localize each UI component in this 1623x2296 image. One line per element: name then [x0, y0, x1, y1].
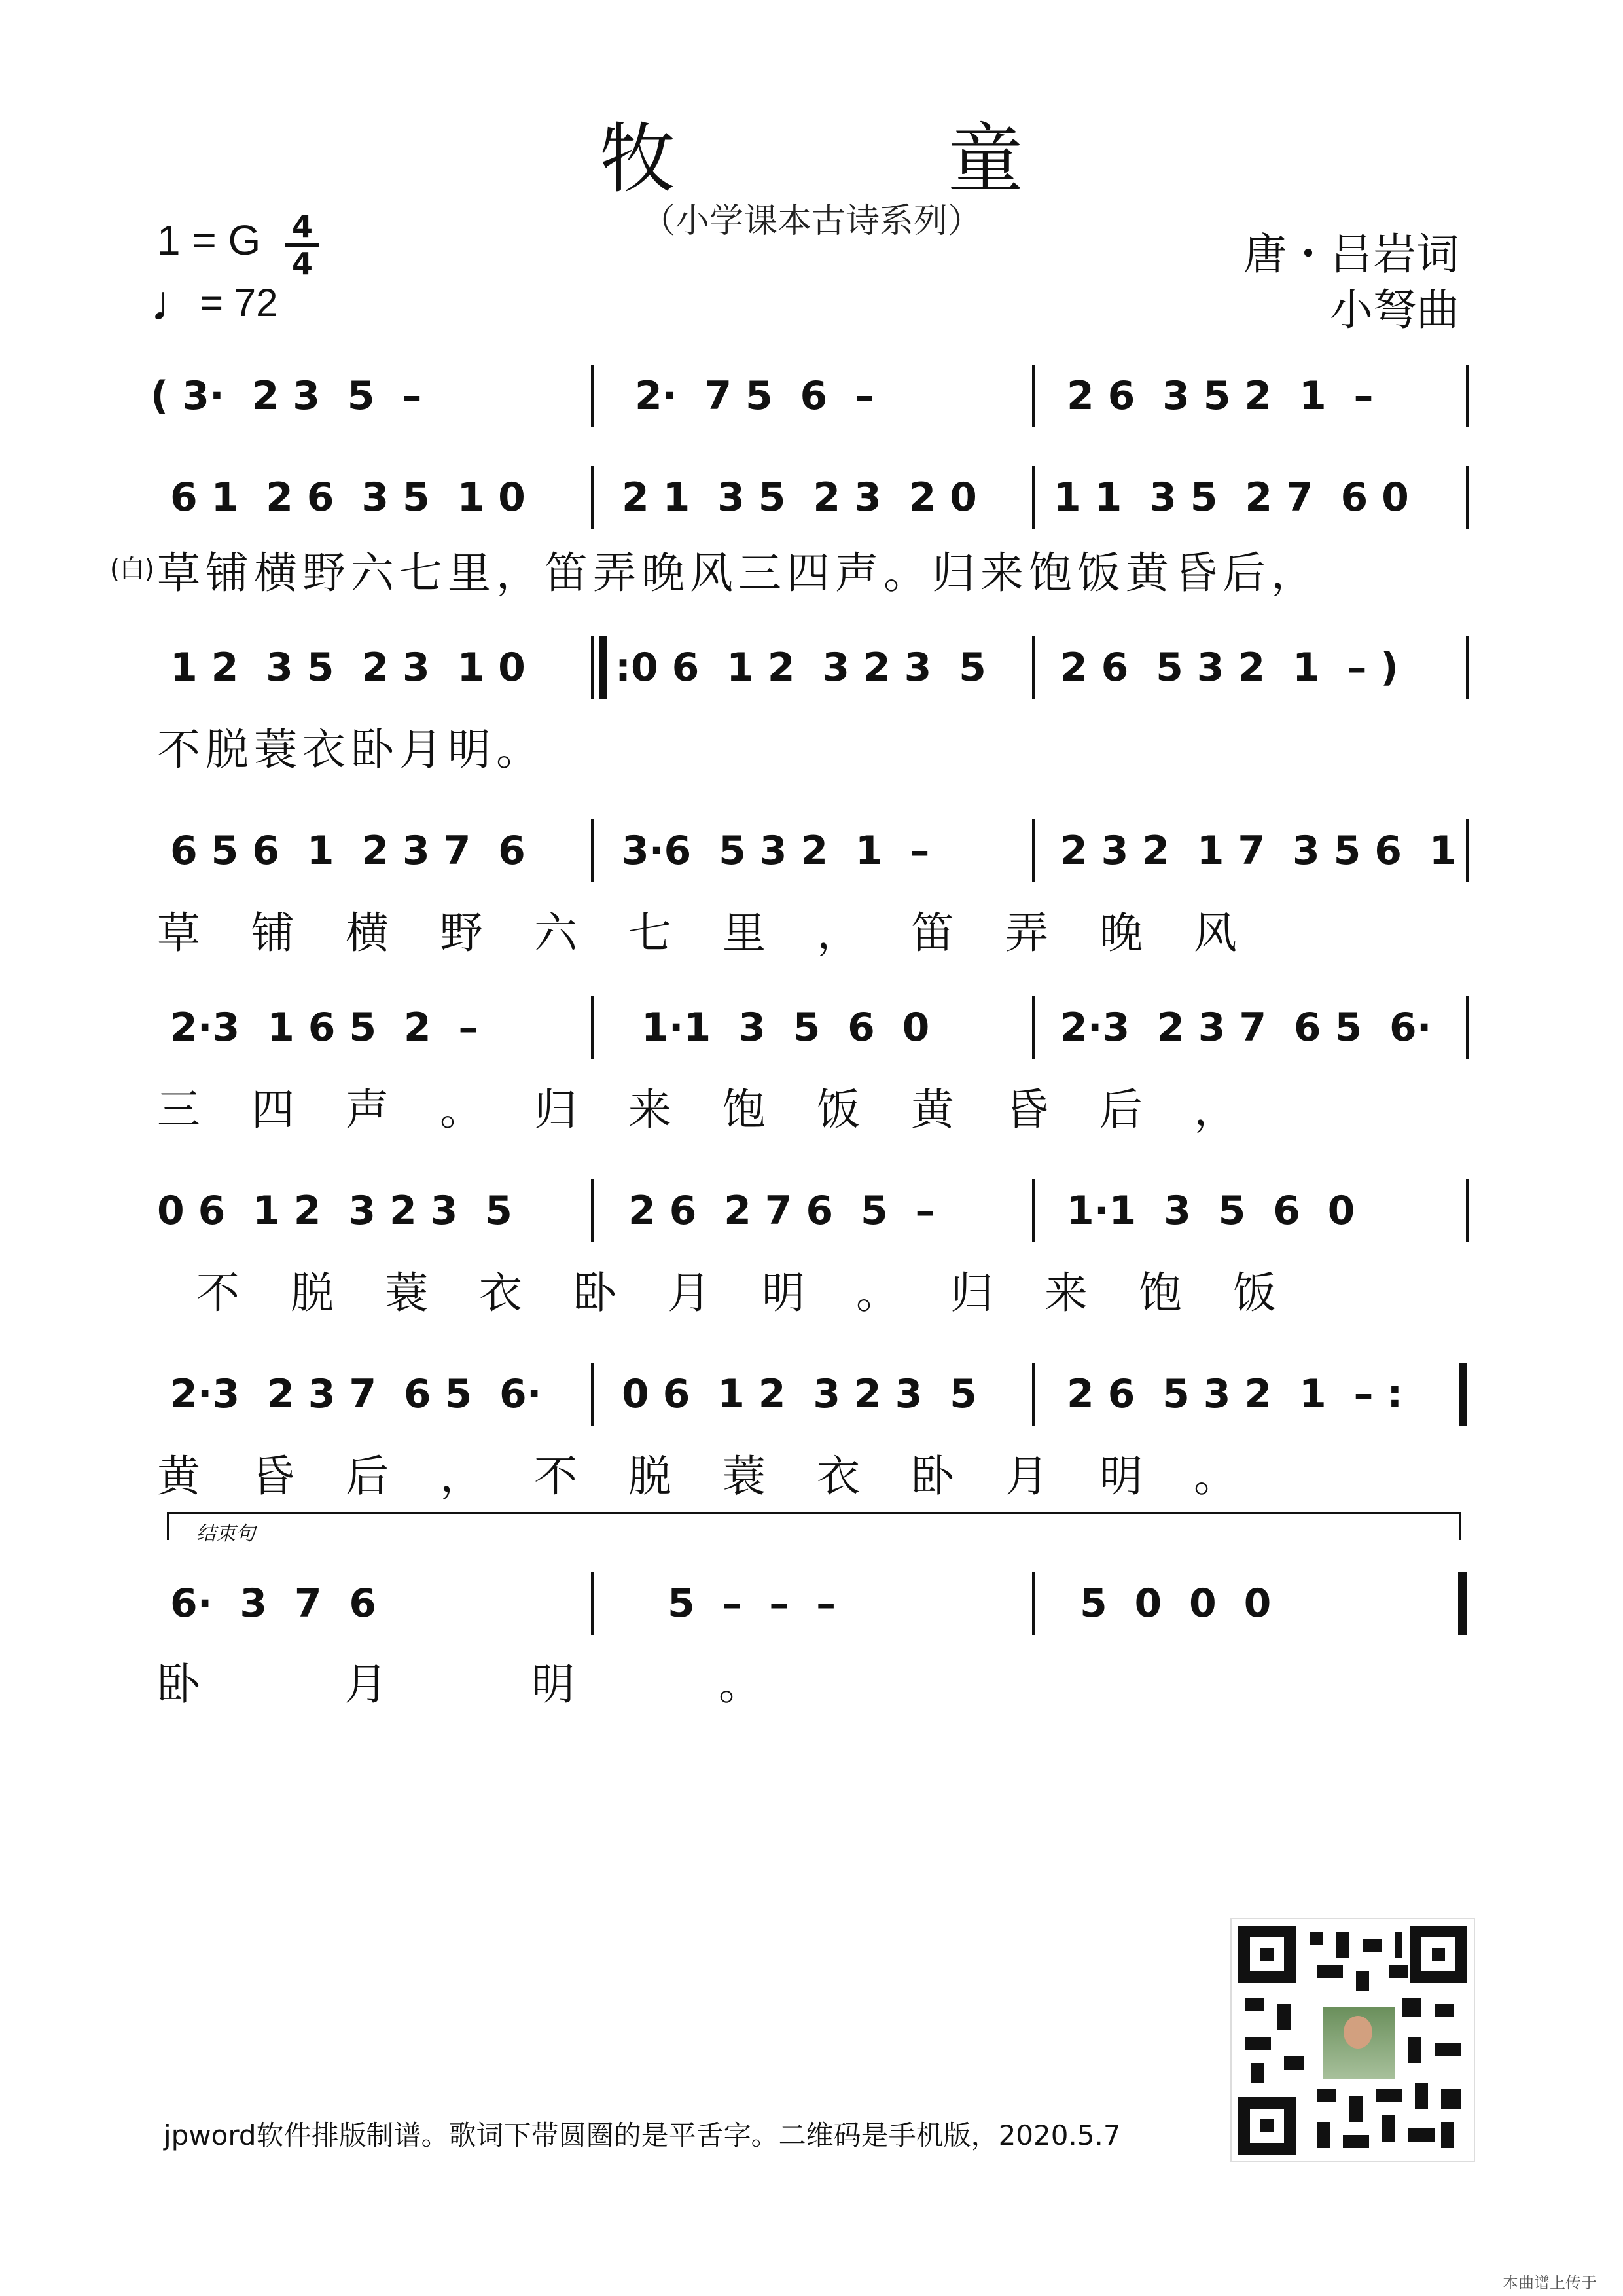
- final-barline: [1458, 1572, 1467, 1635]
- barline: [591, 466, 594, 529]
- upload-note: 本曲谱上传于: [1503, 2274, 1597, 2292]
- barline: [591, 996, 594, 1059]
- lyrics-line-6: 不脱蓑衣卧月明。归来饱饭: [196, 1268, 1327, 1318]
- barline: [591, 365, 594, 427]
- measure-23: 5 – – –: [668, 1581, 836, 1626]
- score-system-1: [151, 367, 1472, 425]
- ending-label: 结束句: [196, 1522, 255, 1545]
- measure-20: 0 6 1 2 3 2 3 5: [622, 1371, 977, 1417]
- score-system-3: [151, 638, 1472, 697]
- avatar: [1320, 2004, 1397, 2081]
- barline: [1032, 1572, 1035, 1635]
- measure-11: 3·6 5 3 2 1 –: [622, 828, 930, 874]
- qr-code: [1230, 1918, 1475, 2162]
- measure-17: 2 6 2 7 6 5 –: [628, 1188, 935, 1234]
- tempo-bpm: = 72: [200, 281, 278, 325]
- barline: [1466, 1179, 1469, 1242]
- barline: [1466, 819, 1469, 882]
- repeat-end-barline: [1459, 1363, 1467, 1426]
- barline: [591, 1179, 594, 1242]
- measure-19: 2·3 2 3 7 6 5 6·: [170, 1371, 542, 1417]
- measure-13: 2·3 1 6 5 2 –: [170, 1005, 478, 1050]
- barline: [1032, 1179, 1035, 1242]
- barline: [1032, 996, 1035, 1059]
- measure-24: 5 0 0 0: [1080, 1581, 1272, 1626]
- time-signature: [283, 211, 322, 279]
- lyrics-line-4: 草铺横野六七里，笛弄晚风: [157, 908, 1288, 958]
- footnote: jpword软件排版制谱。歌词下带圆圈的是平舌字。二维码是手机版，2020.5.7: [164, 2119, 1121, 2151]
- time-signature-top: 4: [291, 209, 313, 244]
- lyrics-line-5: 三四声。归来饱饭黄昏后，: [157, 1085, 1288, 1135]
- measure-6: 1 1 3 5 2 7 6 0: [1054, 475, 1409, 520]
- repeat-start-barline: [599, 636, 607, 699]
- measure-5: 2 1 3 5 2 3 2 0: [622, 475, 977, 520]
- barline: [1466, 365, 1469, 427]
- lyricist-credit: 唐・吕岩词: [1243, 229, 1459, 279]
- ending-bracket: [167, 1512, 1461, 1540]
- barline: [1032, 365, 1035, 427]
- measure-22: 6· 3 7 6: [170, 1581, 377, 1626]
- barline: [591, 1572, 594, 1635]
- barline: [1032, 819, 1035, 882]
- measure-18: 1·1 3 5 6 0: [1067, 1188, 1355, 1234]
- score-system-4: [151, 821, 1472, 880]
- page-title: 牧 童: [599, 115, 1122, 204]
- measure-4: 6 1 2 6 3 5 1 0: [170, 475, 526, 520]
- measure-21: 2 6 5 3 2 1 – :: [1067, 1371, 1403, 1417]
- time-signature-bottom: 4: [291, 246, 313, 281]
- score-system-8: [151, 1574, 1472, 1633]
- measure-15: 2·3 2 3 7 6 5 6·: [1060, 1005, 1432, 1050]
- lyrics-line-2: 草铺横野六七里，笛弄晚风三四声。归来饱饭黄昏后，: [157, 548, 1319, 598]
- score-system-5: [151, 998, 1472, 1057]
- measure-9: 2 6 5 3 2 1 – ): [1060, 645, 1399, 691]
- lyrics-line-8: 卧月明。: [157, 1659, 906, 1710]
- composer-credit: 小弩曲: [1330, 285, 1459, 335]
- barline: [1466, 636, 1469, 699]
- measure-14: 1·1 3 5 6 0: [641, 1005, 930, 1050]
- spoken-marker: (白): [110, 554, 154, 583]
- barline: [1466, 996, 1469, 1059]
- measure-12: 2 3 2 1 7 3 5 6 1: [1060, 828, 1457, 874]
- measure-2: 2· 7 5 6 –: [635, 373, 875, 419]
- barline: [1466, 466, 1469, 529]
- measure-16: 0 6 1 2 3 2 3 5: [157, 1188, 512, 1234]
- quarter-note-icon: ♩: [151, 276, 200, 331]
- lyrics-line-3: 不脱蓑衣卧月明。: [157, 725, 544, 775]
- tempo-marking: [151, 275, 277, 332]
- key-signature: 1 = G: [157, 217, 261, 264]
- measure-3: 2 6 3 5 2 1 –: [1067, 373, 1374, 419]
- barline: [1032, 466, 1035, 529]
- score-system-2: [151, 468, 1472, 527]
- score-system-7: [151, 1365, 1472, 1424]
- measure-7: 1 2 3 5 2 3 1 0: [170, 645, 526, 691]
- lyrics-line-7: 黄昏后，不脱蓑衣卧月明。: [157, 1451, 1288, 1501]
- measure-8: :0 6 1 2 3 2 3 5: [615, 645, 986, 691]
- measure-10: 6 5 6 1 2 3 7 6: [170, 828, 526, 874]
- score-system-6: [151, 1181, 1472, 1240]
- barline: [591, 636, 594, 699]
- barline: [591, 1363, 594, 1426]
- barline: [1032, 1363, 1035, 1426]
- barline: [591, 819, 594, 882]
- measure-1: ( 3· 2 3 5 –: [151, 373, 422, 419]
- subtitle: （小学课本古诗系列）: [641, 202, 982, 241]
- barline: [1032, 636, 1035, 699]
